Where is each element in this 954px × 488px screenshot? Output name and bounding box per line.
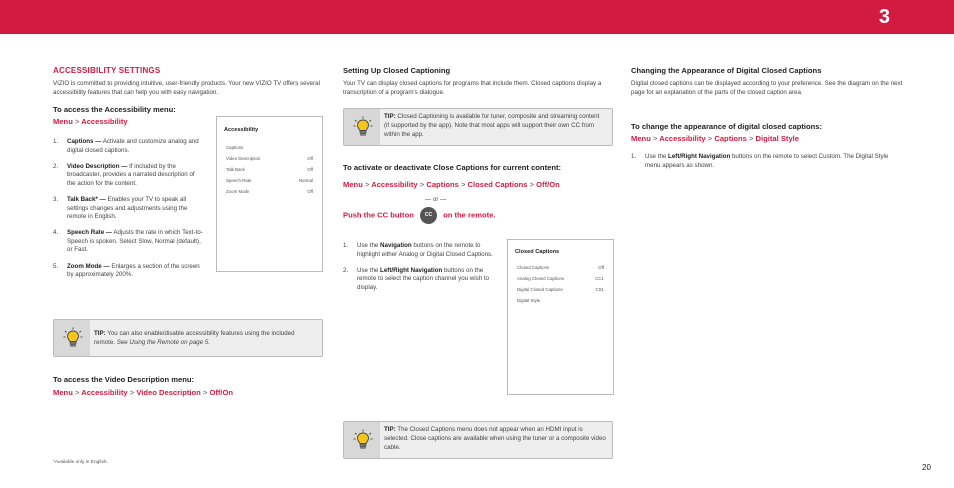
path-separator: > — [74, 388, 80, 397]
path-separator: > — [129, 388, 135, 397]
lightbulb-icon — [353, 429, 373, 451]
tip-box-hdmi — [343, 421, 613, 459]
tip-icon-panel — [344, 109, 380, 145]
activate-captions-heading: To activate or deactivate Close Captions for current content: — [343, 163, 562, 172]
path-separator: > — [748, 134, 754, 143]
path-separator: > — [529, 180, 535, 189]
tip-box-closed-captioning — [343, 108, 613, 146]
path-video-description: Video Description — [136, 388, 201, 397]
path-accessibility: Accessibility — [81, 117, 128, 126]
path-off-on: Off/On — [536, 180, 560, 189]
or-divider: — or — — [425, 196, 447, 203]
lightbulb-icon — [353, 116, 373, 138]
accessibility-menu-screenshot — [216, 116, 323, 272]
accessibility-feature-list — [53, 138, 203, 287]
lightbulb-icon — [63, 327, 83, 349]
video-description-heading: To access the Video Description menu: — [53, 375, 195, 384]
list-item: 1. Use the Navigation buttons on the remote to highlight either Analog or Digital Closed Captions. — [343, 242, 493, 258]
activate-captions-path — [343, 180, 560, 189]
list-item: 2. Use the Left/Right Navigation buttons on the remote to select the caption channel you wish to display. — [343, 266, 490, 291]
path-accessibility: Accessibility — [659, 134, 706, 143]
captioning-steps — [343, 242, 498, 300]
path-closed-captions: Closed Captions — [467, 180, 528, 189]
header-banner — [0, 0, 954, 34]
closed-captions-menu-screenshot — [507, 239, 614, 395]
path-menu: Menu — [631, 134, 651, 143]
path-captions: Captions — [426, 180, 459, 189]
path-separator: > — [74, 117, 80, 126]
list-item: 1. Captions — Activate and customize analog and digital closed captions. — [53, 138, 199, 154]
menu-row[interactable]: Zoom Mode Off — [226, 189, 313, 194]
path-separator: > — [419, 180, 425, 189]
push-cc-instruction: Push the CC button CC on the remote. — [343, 207, 495, 224]
list-item: 4. Speech Rate — Adjusts the rate in which Text-to-Speech is spoken. Select Slow, Normal (default), or Fast. — [53, 229, 203, 254]
tip-box-accessibility — [53, 319, 323, 357]
path-off-on: Off/On — [209, 388, 234, 397]
menu-row[interactable]: Closed Captions Off — [517, 265, 604, 270]
menu-title: Accessibility — [224, 127, 259, 133]
tip-text: TIP: The Closed Captions menu does not appear when an HDMI input is selected. Close captions are available when using the tuner or a composite video cable. — [384, 426, 606, 451]
accessibility-intro: VIZIO is committed to providing intuitive, user-friendly products. Your new VIZIO TV offers several accessibility features that can help you with easy navigation. — [53, 80, 320, 96]
menu-row[interactable]: Talk Back Off — [226, 167, 313, 172]
digital-style-steps — [631, 153, 901, 178]
menu-row[interactable]: Analog Closed Captions CC1 — [517, 276, 604, 281]
tip-text: TIP: You can also enable/disable accessibility features using the included remote. See Using the Remote on page 5. — [94, 330, 295, 346]
path-accessibility: Accessibility — [81, 388, 128, 397]
path-menu: Menu — [53, 388, 73, 397]
section-title-digital-captions: Changing the Appearance of Digital Closed Captions — [631, 66, 822, 75]
path-digital-style: Digital Style — [755, 134, 799, 143]
closed-captioning-intro: Your TV can display closed captions for programs that include them. Closed captions display a transcription of a program's dialogue. — [343, 80, 602, 96]
tip-icon-panel — [344, 422, 380, 458]
access-menu-path — [53, 117, 128, 126]
change-appearance-heading: To change the appearance of digital closed captions: — [631, 122, 823, 131]
change-appearance-path — [631, 134, 799, 143]
menu-row[interactable]: Video Description Off — [226, 156, 313, 161]
list-item: 2. Video Description — If included by the broadcaster, provides a narrated description of the action for the content. — [53, 162, 195, 187]
menu-row[interactable]: Digital Closed Captions CS1 — [517, 287, 604, 292]
tip-icon-panel — [54, 320, 90, 356]
footnote: *Available only in English. — [53, 460, 108, 465]
list-item: 5. Zoom Mode — Enlarges a section of the screen by approximately 200%. — [53, 262, 200, 279]
menu-row[interactable]: Speech Rate Normal — [226, 178, 313, 183]
path-separator: > — [364, 180, 370, 189]
list-item: 1. Use the Left/Right Navigation buttons on the remote to select Custom. The Digital Style menu appears as shown. — [631, 153, 889, 169]
page-number: 20 — [922, 463, 931, 472]
access-menu-heading: To access the Accessibility menu: — [53, 105, 176, 114]
section-title-accessibility: ACCESSIBILITY SETTINGS — [53, 66, 161, 75]
menu-row[interactable]: Captions — [226, 145, 244, 150]
section-title-closed-captioning: Setting Up Closed Captioning — [343, 66, 451, 75]
menu-row[interactable]: Digital Style — [517, 298, 541, 303]
path-separator: > — [707, 134, 713, 143]
video-description-path — [53, 388, 233, 397]
chapter-number: 3 — [878, 6, 890, 28]
tip-text: TIP: Closed Captioning is available for tuner, composite and streaming content (if supported by the app). Note that most apps will support their own CC from within the app. — [384, 113, 600, 138]
path-captions: Captions — [714, 134, 747, 143]
path-menu: Menu — [343, 180, 363, 189]
path-menu: Menu — [53, 117, 73, 126]
path-accessibility: Accessibility — [371, 180, 418, 189]
list-item: 3. Talk Back* — Enables your TV to speak all settings changes and adjustments using the remote in English. — [53, 195, 188, 221]
path-separator: > — [202, 388, 208, 397]
menu-title: Closed Captions — [515, 249, 560, 255]
path-separator: > — [460, 180, 466, 189]
cc-button-icon: CC — [420, 207, 437, 224]
path-separator: > — [652, 134, 658, 143]
digital-captions-intro: Digital closed captions can be displayed according to your preference. See the diagram on the next page for an explanation of the parts of the closed caption area. — [631, 80, 903, 96]
